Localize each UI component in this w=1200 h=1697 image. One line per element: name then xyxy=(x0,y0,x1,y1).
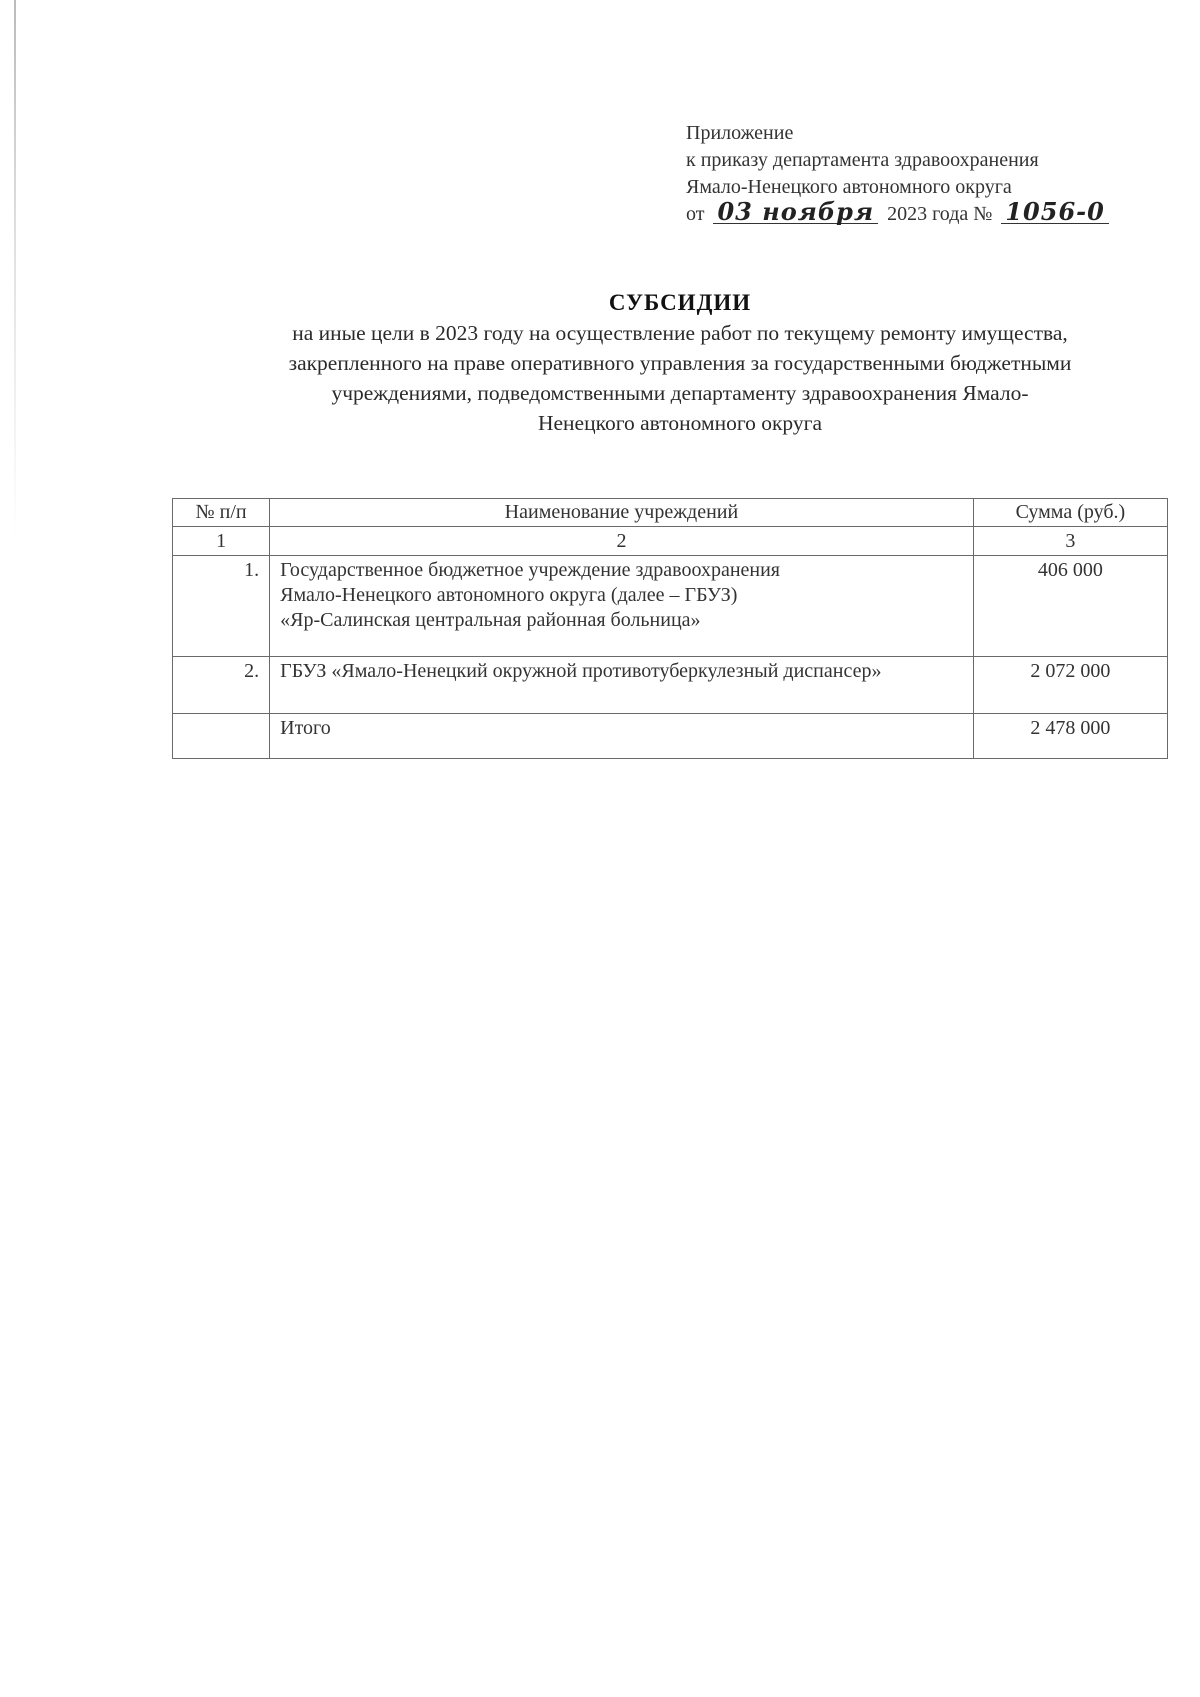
column-index: 2 xyxy=(270,527,974,556)
subtitle-line: Ненецкого автономного округа xyxy=(537,411,823,435)
appendix-order-ref: к приказу департамента здравоохранения xyxy=(686,149,1039,171)
subtitle-line: на иные цели в 2023 году на осуществление работ по текущему ремонту имущества, xyxy=(292,321,1068,345)
handwritten-date: 03 ноября xyxy=(713,201,878,224)
total-row xyxy=(173,714,1168,759)
column-index-row xyxy=(173,527,1168,556)
scan-edge-artifact xyxy=(14,0,16,540)
column-index: 1 xyxy=(173,527,270,556)
column-index: 3 xyxy=(973,527,1167,556)
date-prefix: от xyxy=(686,203,705,225)
date-suffix: 2023 года xyxy=(887,203,969,225)
subsidies-table xyxy=(172,498,1168,759)
table-row xyxy=(173,657,1168,714)
table-row xyxy=(173,556,1168,657)
institution-name xyxy=(270,556,974,657)
header-number: № п/п xyxy=(173,499,270,527)
institution-name: ГБУЗ «Ямало-Ненецкий окружной противотуберкулезный диспансер» xyxy=(270,657,974,714)
total-label: Итого xyxy=(270,714,974,759)
appendix-block xyxy=(686,120,1186,228)
institution-name-line: Государственное бюджетное учреждение здравоохранения xyxy=(280,559,781,581)
subsidy-amount: 406 000 xyxy=(973,556,1167,657)
institution-name-line: «Яр-Салинская центральная районная больница» xyxy=(280,609,701,631)
appendix-region: Ямало-Ненецкого автономного округа xyxy=(686,176,1012,198)
handwritten-order-number: 1056-0 xyxy=(1001,201,1108,224)
heading-block xyxy=(150,288,1200,438)
total-number xyxy=(173,714,270,759)
subsidy-amount: 2 072 000 xyxy=(973,657,1167,714)
table-header-row xyxy=(173,499,1168,527)
header-name: Наименование учреждений xyxy=(270,499,974,527)
document-title: СУБСИДИИ xyxy=(608,290,752,315)
appendix-label: Приложение xyxy=(686,122,794,144)
header-sum: Сумма (руб.) xyxy=(973,499,1167,527)
number-sign: № xyxy=(973,203,993,225)
institution-name-line: Ямало-Ненецкого автономного округа (далее – ГБУЗ) xyxy=(280,584,738,606)
total-amount: 2 478 000 xyxy=(973,714,1167,759)
document-subtitle xyxy=(150,318,1200,438)
subtitle-line: учреждениями, подведомственными департаменту здравоохранения Ямало- xyxy=(331,381,1029,405)
row-number: 1. xyxy=(173,556,270,657)
subtitle-line: закрепленного на праве оперативного управления за государственными бюджетными xyxy=(288,351,1072,375)
appendix-date-line xyxy=(686,197,1186,228)
row-number: 2. xyxy=(173,657,270,714)
